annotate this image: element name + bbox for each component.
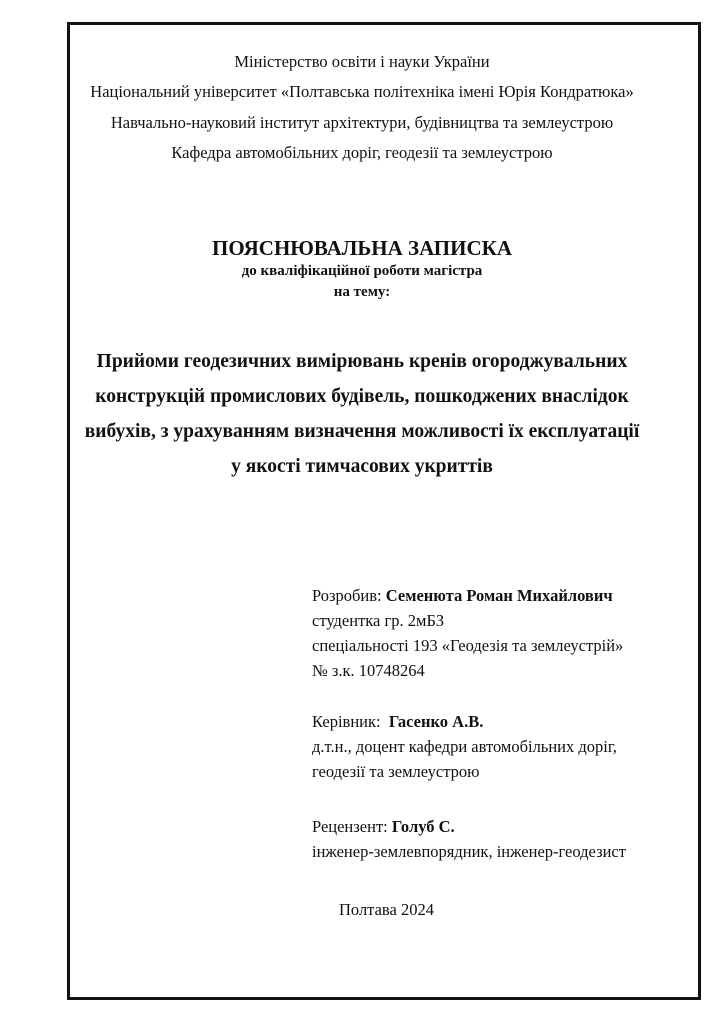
author-line — [312, 586, 613, 606]
author-group: студентка гр. 2мБЗ — [312, 611, 445, 630]
supervisor-line — [312, 712, 483, 732]
document-subtitle: до кваліфікаційної роботи магістра — [241, 263, 483, 279]
department-line: Кафедра автомобільних доріг, геодезії та землеустрою — [171, 143, 553, 162]
city-year: Полтава 2024 — [339, 900, 434, 919]
author-specialty: спеціальності 193 «Геодезія та землеустрій» — [312, 636, 624, 655]
document-title: ПОЯСНЮВАЛЬНА ЗАПИСКА — [211, 236, 513, 260]
author-record-book: № з.к. 10748264 — [312, 661, 425, 680]
reviewer-name: Голуб С. — [391, 817, 455, 836]
document-subtitle-topic-label: на тему: — [333, 284, 391, 300]
ministry-line: Міністерство освіти і науки України — [234, 52, 490, 71]
reviewer-line — [312, 817, 455, 837]
topic-line-1: Прийоми геодезичних вимірювань кренів огороджувальних — [96, 351, 628, 372]
supervisor-label: Керівник: — [312, 712, 389, 731]
author-label: Розробив: — [312, 586, 386, 605]
reviewer-position: інженер-землевпорядник, інженер-геодезист — [312, 842, 626, 861]
institute-line: Навчально-науковий інститут архітектури, будівництва та землеустрою — [110, 113, 614, 132]
topic-line-4: у якості тимчасових укриттів — [231, 456, 493, 477]
supervisor-position-1: д.т.н., доцент кафедри автомобільних доріг, — [312, 737, 617, 756]
supervisor-name: Гасенко А.В. — [388, 712, 484, 731]
supervisor-position-2: геодезії та землеустрою — [312, 762, 480, 781]
author-name: Семенюта Роман Михайлович — [385, 586, 613, 605]
topic-line-2: конструкцій промислових будівель, пошкоджених внаслідок — [95, 386, 629, 407]
university-line: Національний університет «Полтавська політехніка імені Юрія Кондратюка» — [90, 82, 634, 101]
topic-line-3: вибухів, з урахуванням визначення можливості їх експлуатації — [84, 421, 640, 442]
reviewer-label: Рецензент: — [312, 817, 392, 836]
